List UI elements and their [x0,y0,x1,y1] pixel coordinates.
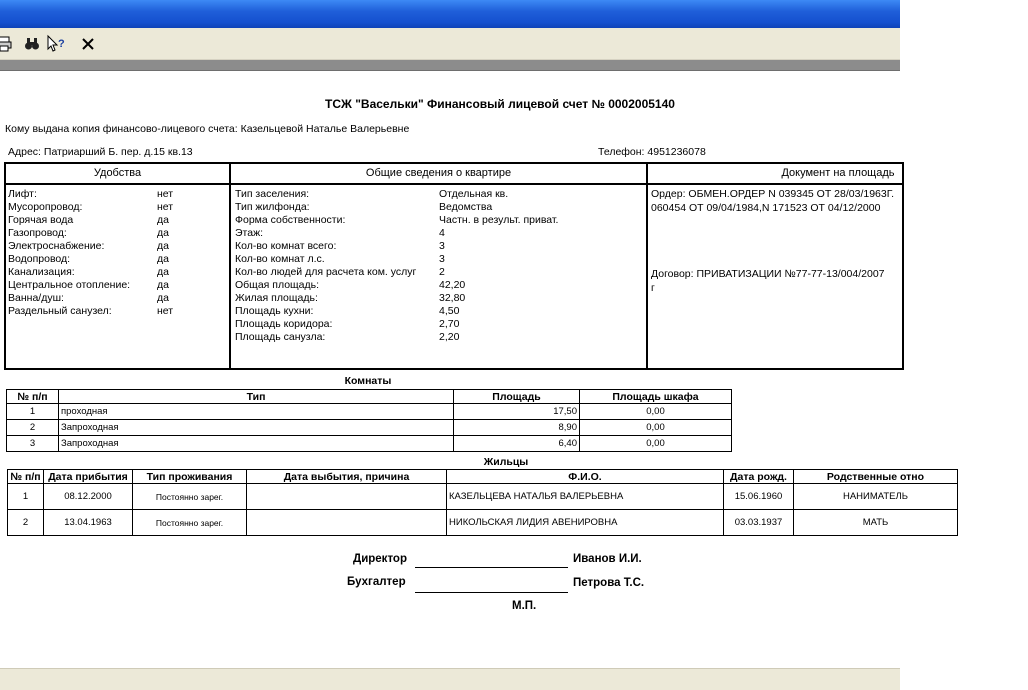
general-value: 4 [439,227,445,239]
rooms-column-header: Площадь [454,390,580,404]
report-title: ТСЖ "Васельки" Финансовый лицевой счет № 0002005140 [325,97,675,111]
order-line-1: Ордер: ОБМЕН.ОРДЕР N 039345 ОТ 28/03/1963Г. [651,188,895,200]
table-cell: Постоянно зарег. [133,510,247,536]
residents-column-header: № п/п [8,470,44,484]
table-cell [247,484,447,510]
amenity-label: Горячая вода [8,214,74,226]
director-name: Иванов И.И. [573,553,642,565]
general-value: Ведомства [439,201,493,213]
general-label: Кол-во людей для расчета ком. услуг [235,266,417,278]
amenity-label: Ванна/душ: [8,292,64,304]
amenity-value: да [157,240,169,252]
amenity-label: Лифт: [8,188,37,200]
table-cell: Постоянно зарег. [133,484,247,510]
status-bar [0,668,900,690]
rooms-table [6,389,732,452]
general-label: Тип жилфонда: [235,201,310,213]
rooms-caption: Комнаты [344,375,392,387]
table-cell: 08.12.2000 [44,484,133,510]
stamp-label: М.П. [512,600,537,612]
amenity-value: да [157,279,169,291]
ruler-bar [0,60,900,71]
general-label: Этаж: [235,227,264,239]
document-header: Документ на площадь [781,167,895,179]
window-titlebar [0,0,900,28]
help-pointer-icon[interactable] [46,34,66,54]
table-row [7,404,732,420]
table-cell: 0,00 [580,404,732,420]
table-cell: 17,50 [454,404,580,420]
table-cell: 13.04.1963 [44,510,133,536]
amenity-label: Водопровод: [8,253,71,265]
order-line-2: 060454 ОТ 09/04/1984,N 171523 ОТ 04/12/2000 [651,202,881,214]
table-cell: 0,00 [580,420,732,436]
table-row [7,436,732,452]
binoculars-icon[interactable] [22,34,42,54]
amenities-header: Удобства [93,167,142,179]
general-label: Жилая площадь: [235,292,318,304]
close-icon[interactable] [78,34,98,54]
accountant-name: Петрова Т.С. [573,577,645,589]
contract-line-2: г [651,282,655,294]
table-cell: 1 [8,484,44,510]
residents-caption: Жильцы [483,456,529,468]
general-value: 42,20 [439,279,466,291]
info-col-divider-1 [229,162,231,370]
general-label: Форма собственности: [235,214,346,226]
amenity-value: да [157,227,169,239]
address: Адрес: Патриарший Б. пер. д.15 кв.13 [8,146,193,158]
amenity-value: да [157,253,169,265]
amenity-value: да [157,214,169,226]
table-cell: 2 [7,420,59,436]
table-cell: 1 [7,404,59,420]
table-cell: 15.06.1960 [724,484,794,510]
residents-column-header: Дата рожд. [724,470,794,484]
rooms-column-header: Площадь шкафа [580,390,732,404]
table-cell: проходная [59,404,454,420]
table-row [8,484,958,510]
residents-column-header: Тип проживания [133,470,247,484]
general-value: 2,70 [439,318,460,330]
general-value: 4,50 [439,305,460,317]
residents-table [7,469,958,536]
amenity-label: Центральное отопление: [8,279,131,291]
general-label: Кол-во комнат всего: [235,240,337,252]
contract-line-1: Договор: ПРИВАТИЗАЦИИ №77-77-13/004/2007 [651,268,885,280]
table-row [8,510,958,536]
amenity-label: Мусоропровод: [8,201,83,213]
residents-column-header: Ф.И.О. [447,470,724,484]
rooms-column-header: Тип [59,390,454,404]
printer-icon[interactable] [0,34,14,54]
table-cell: Запроходная [59,436,454,452]
general-value: Частн. в результ. приват. [439,214,559,226]
toolbar [0,28,900,60]
amenity-value: нет [157,188,174,200]
general-label: Площадь кухни: [235,305,314,317]
table-cell [247,510,447,536]
amenity-label: Электроснабжение: [8,240,105,252]
amenity-value: нет [157,305,174,317]
general-value: 2 [439,266,445,278]
director-label: Директор [353,553,407,565]
rooms-column-header: № п/п [7,390,59,404]
table-row [7,420,732,436]
general-value: 3 [439,253,445,265]
amenity-label: Газопровод: [8,227,67,239]
general-value: Отдельная кв. [439,188,509,200]
general-label: Кол-во комнат л.с. [235,253,325,265]
table-cell: 2 [8,510,44,536]
table-cell: НАНИМАТЕЛЬ [794,484,958,510]
general-label: Площадь коридора: [235,318,333,330]
svg-text:?: ? [58,38,65,50]
general-header: Общие сведения о квартире [365,167,512,179]
table-cell: 8,90 [454,420,580,436]
phone: Телефон: 4951236078 [598,146,706,158]
residents-column-header: Дата выбытия, причина [247,470,447,484]
report-document[interactable] [0,72,925,668]
table-cell: Запроходная [59,420,454,436]
amenity-value: да [157,292,169,304]
table-cell: 3 [7,436,59,452]
general-label: Тип заселения: [235,188,310,200]
amenity-value: да [157,266,169,278]
table-cell: 6,40 [454,436,580,452]
general-value: 32,80 [439,292,466,304]
residents-column-header: Родственные отно [794,470,958,484]
info-header-divider [4,183,904,185]
accountant-label: Бухгалтер [347,576,406,588]
director-signature-line [415,567,568,568]
general-value: 3 [439,240,445,252]
amenity-value: нет [157,201,174,213]
general-value: 2,20 [439,331,460,343]
accountant-signature-line [415,592,568,593]
table-cell: КАЗЕЛЬЦЕВА НАТАЛЬЯ ВАЛЕРЬЕВНА [447,484,724,510]
general-label: Общая площадь: [235,279,320,291]
table-cell: 0,00 [580,436,732,452]
amenity-label: Канализация: [8,266,75,278]
table-cell: МАТЬ [794,510,958,536]
info-col-divider-2 [646,162,648,370]
issued-to: Кому выдана копия финансово-лицевого счета: Казельцевой Наталье Валерьевне [5,123,410,135]
table-cell: НИКОЛЬСКАЯ ЛИДИЯ АВЕНИРОВНА [447,510,724,536]
table-cell: 03.03.1937 [724,510,794,536]
residents-column-header: Дата прибытия [44,470,133,484]
general-label: Площадь санузла: [235,331,326,343]
amenity-label: Раздельный санузел: [8,305,112,317]
